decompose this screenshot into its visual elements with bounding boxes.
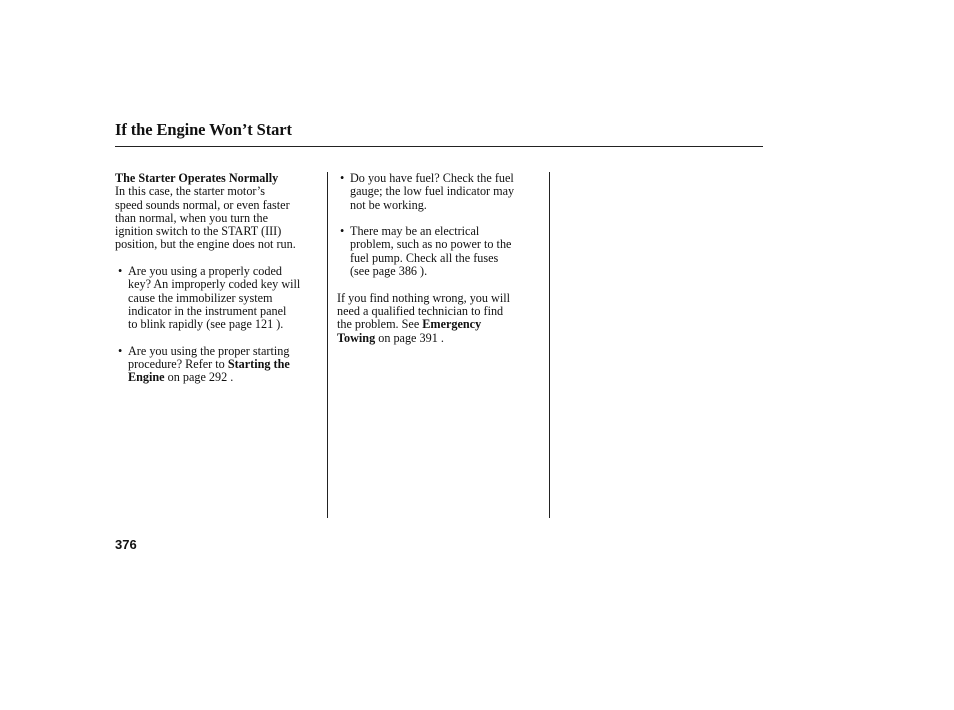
cross-reference-starting-the-engine[interactable]: Starting the — [227, 357, 290, 372]
intro-line: speed sounds normal, or even faster — [115, 197, 290, 212]
page-title: If the Engine Won’t Start — [115, 120, 292, 139]
bullet-line: problem, such as no power to the — [350, 237, 512, 252]
closing-line: need a qualified technician to find — [337, 303, 504, 318]
bullet-line: not be working. — [350, 197, 427, 212]
closing-text: on page 391 . — [375, 330, 444, 345]
closing-line — [337, 332, 542, 345]
cross-reference-emergency-towing[interactable]: Emergency — [422, 317, 482, 332]
intro-line: ignition switch to the START (III) — [115, 224, 282, 239]
bullet-line: gauge; the low fuel indicator may — [350, 184, 515, 199]
middle-column — [337, 172, 542, 345]
bullet-text: on page 292 . — [164, 370, 234, 385]
cross-reference-engine[interactable]: Engine — [128, 370, 165, 385]
bullet-text: procedure? Refer to — [128, 357, 228, 372]
title-rule — [115, 146, 763, 147]
bullet-item-fuel — [337, 172, 542, 212]
closing-paragraph — [337, 292, 542, 345]
page-number: 376 — [115, 537, 137, 552]
bullet-item-electrical — [337, 225, 542, 278]
bullet-line: to blink rapidly (see page 121 ). — [128, 317, 284, 332]
bullet-line — [128, 358, 325, 371]
bullet-icon: • — [118, 343, 123, 358]
left-column — [115, 172, 325, 385]
bullet-line: indicator in the instrument panel — [128, 303, 287, 318]
bullet-icon: • — [340, 171, 345, 185]
intro-paragraph — [115, 185, 325, 251]
bullet-line: cause the immobilizer system — [128, 290, 273, 305]
section-heading: The Starter Operates Normally — [115, 171, 279, 185]
cross-reference-towing[interactable]: Towing — [337, 330, 376, 345]
bullet-line: Do you have fuel? Check the fuel — [350, 171, 514, 185]
bullet-line — [128, 371, 325, 384]
column-divider-left — [327, 172, 328, 518]
bullet-item-starting-procedure — [115, 345, 325, 385]
bullet-icon: • — [118, 264, 123, 279]
intro-line: In this case, the starter motor’s — [115, 184, 266, 199]
intro-line: position, but the engine does not run. — [115, 237, 296, 252]
closing-line — [337, 318, 542, 331]
bullet-line: Are you using a properly coded — [128, 264, 282, 279]
column-divider-right — [549, 172, 550, 518]
intro-line: than normal, when you turn the — [115, 210, 268, 225]
bullet-icon: • — [340, 224, 345, 239]
closing-line: If you find nothing wrong, you will — [337, 290, 510, 305]
bullet-line: There may be an electrical — [350, 224, 480, 239]
bullet-line: key? An improperly coded key will — [128, 277, 301, 292]
bullet-item-coded-key — [115, 265, 325, 331]
bullet-line: fuel pump. Check all the fuses — [350, 250, 499, 265]
bullet-line: Are you using the proper starting — [128, 343, 290, 358]
closing-text: the problem. See — [337, 317, 423, 332]
bullet-line: (see page 386 ). — [350, 264, 428, 279]
